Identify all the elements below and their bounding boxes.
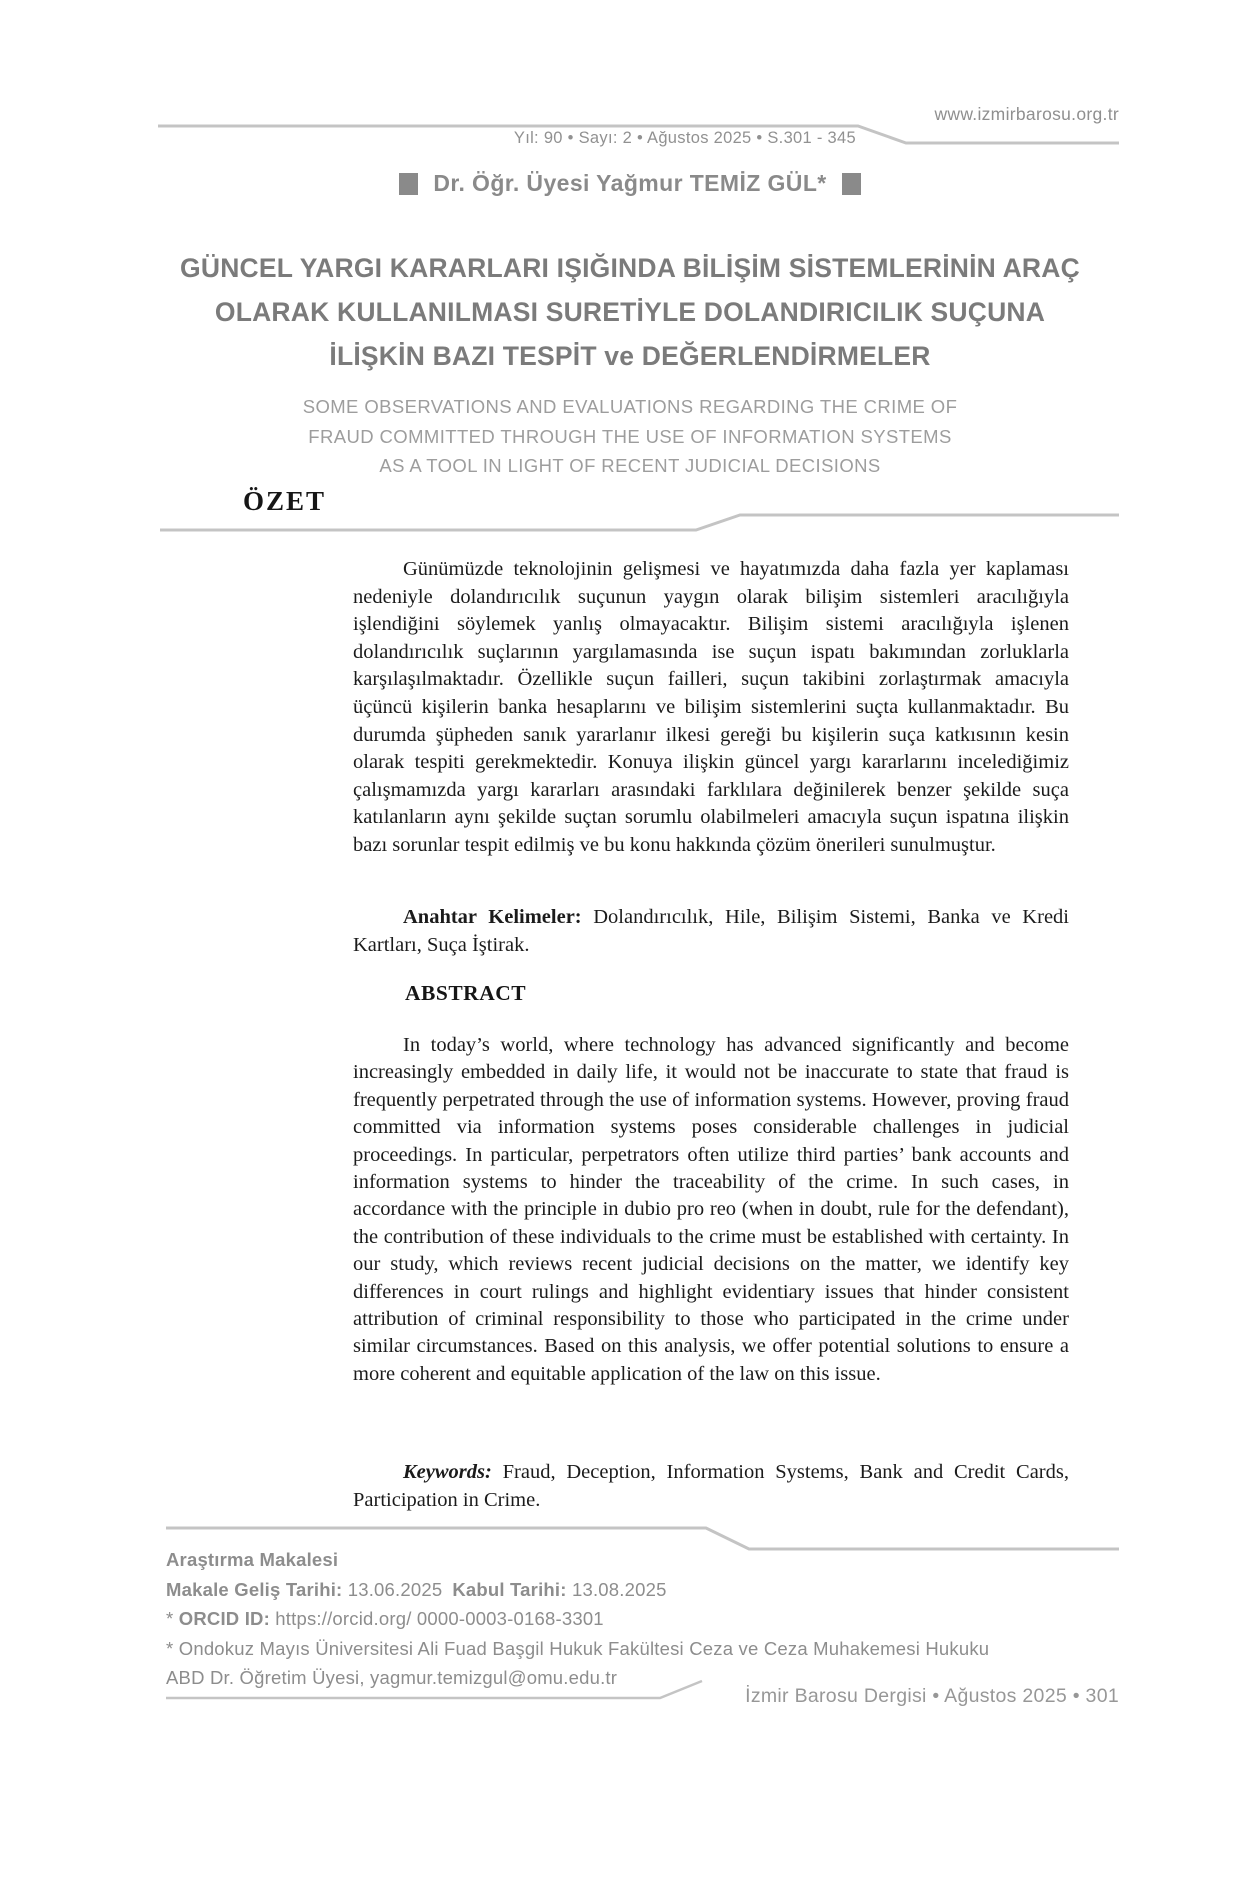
author-name: Dr. Öğr. Üyesi Yağmur TEMİZ GÜL* xyxy=(433,170,827,196)
accepted-date-label: Kabul Tarihi: xyxy=(452,1578,567,1600)
keywords-turkish xyxy=(353,903,1069,959)
journal-footer-info: İzmir Barosu Dergisi • Ağustos 2025 • 301 xyxy=(745,1685,1119,1707)
issue-info: Yıl: 90 • Sayı: 2 • Ağustos 2025 • S.301 - 345 xyxy=(513,129,856,147)
journal-website-url: www.izmirbarosu.org.tr xyxy=(934,104,1119,124)
author-row xyxy=(0,170,1260,197)
article-type: Araştırma Makalesi xyxy=(166,1549,339,1570)
article-title xyxy=(80,246,1180,378)
article-title-line: İLİŞKİN BAZI TESPİT ve DEĞERLENDİRMELER xyxy=(329,341,931,371)
article-subtitle-line: SOME OBSERVATIONS AND EVALUATIONS REGARDING THE CRIME OF xyxy=(302,396,958,417)
keywords-turkish-list: Dolandırıcılık, Hile, Bilişim Sistemi, Banka ve Kredi Kartları, Suça İştirak. xyxy=(353,906,1069,956)
orcid-asterisk: * xyxy=(166,1608,179,1629)
keywords-english-label: Keywords: xyxy=(403,1461,492,1483)
ozet-rule-line xyxy=(160,515,1119,530)
ozet-heading: ÖZET xyxy=(243,486,327,516)
article-subtitle-line: FRAUD COMMITTED THROUGH THE USE OF INFORMATION SYSTEMS xyxy=(308,425,952,447)
accepted-date-value: 13.08.2025 xyxy=(566,1578,667,1600)
article-dates xyxy=(166,1575,1126,1605)
article-subtitle-en xyxy=(130,392,1130,481)
article-title-line: GÜNCEL YARGI KARARLARI IŞIĞINDA BİLİŞİM SİSTEMLERİNİN ARAÇ xyxy=(180,253,1080,283)
orcid-line xyxy=(166,1604,1126,1634)
affiliation-line: * Ondokuz Mayıs Üniversitesi Ali Fuad Başgil Hukuk Fakültesi Ceza ve Ceza Muhakemesi Hukuku xyxy=(166,1637,990,1659)
keywords-english xyxy=(353,1458,1069,1514)
footer-metadata xyxy=(166,1545,1126,1693)
received-date-value: 13.06.2025 xyxy=(342,1578,443,1600)
abstract-turkish-body: Günümüzde teknolojinin gelişmesi ve hayatımızda daha fazla yer kaplaması nedeniyle dolandırıcılık suçunun yaygın olarak bilişim sistemleri aracılığıyla işlendiğini söylemek yanlış olmayacaktır. Bilişim sistemi aracılığıyla işlenen dolandırıcılık suçlarının yargılamasında ise suçun ispatı bakımından zorluklarla karşılaşılmaktadır. Özellikle suçun failleri, suçun takibini zorlaştırmak amacıyla üçüncü kişilerin banka hesaplarını ve bilişim sistemlerini suçta kullanmaktadır. Bu durumda şüpheden sanık yararlanır ilkesi gereği bu kişilerin suça katkısının kesin olarak tespiti gerekmektedir. Konuya ilişkin güncel yargı kararlarını incelediğimiz çalışmamızda yargı kararları arasındaki farklılara değinilerek benzer şekilde suça katılanların aynı şekilde suçtan sorumlu olabilmeleri amacıyla suçun ispatına ilişkin bazı sorunlar tespit edilmiş ve bu konu hakkında çözüm önerileri sunulmuştur. xyxy=(353,558,1069,856)
article-subtitle-line: AS A TOOL IN LIGHT OF RECENT JUDICIAL DECISIONS xyxy=(379,455,881,476)
received-date-label: Makale Geliş Tarihi: xyxy=(166,1578,343,1600)
keywords-english-list: Fraud, Deception, Information Systems, Bank and Credit Cards, Participation in Crime. xyxy=(353,1461,1069,1511)
orcid-label: ORCID ID: xyxy=(178,1608,270,1629)
abstract-english-body: In today’s world, where technology has advanced significantly and become increasingly embedded in daily life, it would not be inaccurate to state that fraud is frequently perpetrated through the use of information systems. However, proving fraud committed via information systems poses considerable challenges in judicial proceedings. In particular, perpetrators often utilize third parties’ bank accounts and information systems to hinder the traceability of the crime. In such cases, in accordance with the principle in dubio pro reo (when in doubt, rule for the defendant), the contribution of these individuals to the crime must be established with certainty. In our study, which reviews recent judicial decisions on the matter, we identify key differences in court rulings and highlight evidentiary issues that hinder consistent attribution of criminal responsibility to those who participated in the crime under similar circumstances. Based on this analysis, we offer potential solutions to ensure a more coherent and equitable application of the law on this issue. xyxy=(353,1034,1069,1385)
square-bullet-icon xyxy=(842,173,861,195)
square-bullet-icon xyxy=(399,173,418,195)
abstract-heading: ABSTRACT xyxy=(405,981,527,1005)
affiliation-line: ABD Dr. Öğretim Üyesi, yagmur.temizgul@omu.edu.tr xyxy=(166,1667,618,1688)
keywords-turkish-label: Anahtar Kelimeler: xyxy=(403,906,582,928)
article-title-line: OLARAK KULLANILMASI SURETİYLE DOLANDIRICILIK SUÇUNA xyxy=(214,297,1046,327)
orcid-value: https://orcid.org/ 0000-0003-0168-3301 xyxy=(269,1608,604,1629)
